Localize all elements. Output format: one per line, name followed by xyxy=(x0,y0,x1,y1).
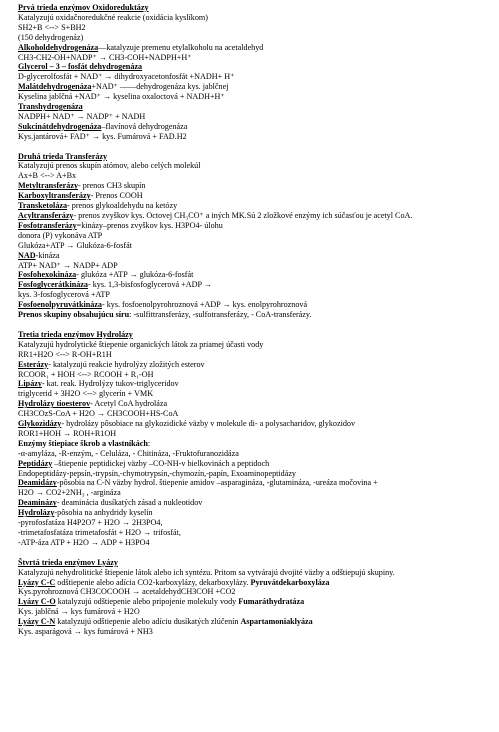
line-text: katalyzujú odštiepenie alebo pripojenie molekuly vody xyxy=(55,597,239,607)
enzyme-term: Prenos skupiny obsahujúcu síru xyxy=(18,310,130,320)
text-line: Kys. jablčná → kys fumárová + H2O xyxy=(18,607,140,617)
blank-line xyxy=(18,142,494,152)
blank-line xyxy=(18,548,494,558)
text-line: CH3-CH2-OH+NADP⁺ → CH3-COH+NADPH+H⁺ xyxy=(18,52,192,62)
enzyme-term: Peptidázy xyxy=(18,458,53,468)
text-line xyxy=(18,181,494,191)
enzyme-term: Karboxyltransferázy xyxy=(18,191,91,201)
text-line: Katalyzujú hydrolytické štiepenie organických látok za priamej účasti vody xyxy=(18,339,264,349)
enzyme-term: Lyázy C-N xyxy=(18,617,56,627)
enzyme-term: Fosfohexokináza xyxy=(18,270,77,280)
enzyme-term: Alkoholdehydrogenáza xyxy=(18,42,99,52)
text-line: Katalyzujú oxidačnoredukčné reakcie (oxidácia kyslíkom) xyxy=(18,12,208,22)
text-line xyxy=(18,221,494,231)
text-line xyxy=(18,399,494,409)
line-text: - Acetyl CoA hydroláza xyxy=(90,399,168,409)
line-text: –flavínová dehydrogenáza xyxy=(101,121,188,131)
enzyme-term: NAD xyxy=(18,250,36,260)
text-line xyxy=(18,360,494,370)
text-line: SH2+B <--> S+BH2 xyxy=(18,22,86,32)
text-line xyxy=(18,498,494,508)
enzyme-term: Glykozidázy xyxy=(18,419,62,429)
enzyme-term: Lyázy C-C xyxy=(18,577,56,587)
text-line: CH3COzS-CoA + H2O → CH3COOH+HS-CoA xyxy=(18,409,179,419)
text-line: Kys.jantárová+ FAD⁺ → kys. Fumárová + FAD.H2 xyxy=(18,131,187,141)
text-line: NADPH+ NAD⁺ → NADP⁺ + NADH xyxy=(18,111,146,121)
enzyme-term: Fosfoenolpyruvátkináza xyxy=(18,300,102,310)
line-text: - prenos zvyškov kys. Octovej CH₃CO⁺ a iných MK.Sú 2 zložkové enzýmy ich súčasťou je acetyl CoA. xyxy=(73,211,413,221)
line-text: –štiepenie peptidickej väzby –CO-NH-v bielkovinách a peptidoch xyxy=(52,458,270,468)
text-line: (150 dehydrogenáz) xyxy=(18,32,84,42)
enzyme-term: Malátdehydrogenáza xyxy=(18,82,92,92)
enzyme-term: Fosfotransferázy xyxy=(18,220,77,230)
line-text: - Prenos COOH xyxy=(90,191,143,201)
text-line: -trimetafosfatáza trimetafosfát + H2O → trifosfát, xyxy=(18,528,181,537)
line-text: -pôsobia na anhydridy kyselín xyxy=(54,508,153,518)
text-line xyxy=(18,280,494,290)
line-text: katalyzujú odštiepenie alebo adíciu dusíkatých zlúčenín xyxy=(55,617,241,627)
line-text: - katalyzujú reakcie hydrolýzy zložitých esterov xyxy=(48,359,205,369)
text-line xyxy=(18,191,494,201)
enzyme-term: Lyázy C-O xyxy=(18,597,56,607)
text-line: D-glycerolfosfát + NAD⁺ → dihydroxyacetonfosfát +NADH+ H⁺ xyxy=(18,72,235,82)
enzyme-term: Enzýmy štiepiace škrob a vlastníkách xyxy=(18,438,148,448)
line-text: - kys. 1,3-bisfosfoglycerová +ADP → xyxy=(87,280,212,290)
document-body xyxy=(18,3,494,637)
enzyme-term: Aspartamoniaklyáza xyxy=(240,617,313,627)
text-line xyxy=(18,478,494,488)
line-text: =kinázy–prenos zvyškov kys. H3PO4- úlohu xyxy=(76,220,223,230)
text-line xyxy=(18,578,494,588)
text-line: triglycerid + 3H2O <--> glycerín + VMK xyxy=(18,389,154,399)
enzyme-term: Hydrolázy xyxy=(18,508,55,518)
blank-line xyxy=(18,320,494,330)
line-text: - prenos glykoaldehydu na ketózy xyxy=(67,201,178,211)
text-line xyxy=(18,300,494,310)
text-line: donora (P) vykonáva ATP xyxy=(18,230,103,240)
enzyme-term: Transketoláza xyxy=(18,201,68,211)
line-text: - prenos CH3 skupín xyxy=(78,181,146,191)
enzyme-term: Lipázy xyxy=(18,379,42,389)
enzyme-term: Deamidázy xyxy=(18,478,57,488)
enzyme-term: Sukcinátdehydrogenáza xyxy=(18,121,102,131)
text-line xyxy=(18,439,494,449)
text-line: kys. 3-fosfoglycerová +ATP xyxy=(18,290,110,300)
text-line: -pyrofosfatáza H4P2O7 + H2O → 2H3PO4, xyxy=(18,518,163,528)
text-line: Katalyzujú nehydrolitické štiepenie látok alebo ich syntézu. Pritom sa vytvárajú dvojité väzby a odštiepujú skupiny. xyxy=(18,567,395,577)
line-text: - kat. reak. Hydrolýzy tukov-triglyceridov xyxy=(41,379,179,389)
text-line xyxy=(18,201,494,211)
section-heading: Štvrtá trieda enzýmov Lyázy xyxy=(18,557,118,567)
enzyme-term: Glycerol – 3 – fosfát dehydrogenáza xyxy=(18,62,143,72)
enzyme-term: Acyltransferázy xyxy=(18,211,74,221)
text-line: Kys. asparágová → kys fumárová + NH3 xyxy=(18,627,153,637)
text-line xyxy=(18,508,494,518)
text-line: ATP+ NAD⁺ → NADP+ ADP xyxy=(18,260,118,270)
line-text: —katalyzuje premenu etylalkoholu na acetaldehyd xyxy=(98,42,264,52)
text-line: Katalyzujú prenos skupín atómov, alebo celých molekúl xyxy=(18,161,201,171)
section-heading: Druhá trieda Transferázy xyxy=(18,151,108,161)
text-line xyxy=(18,617,494,627)
line-text: : xyxy=(147,438,151,448)
section-heading: Prvá trieda enzýmov Oxidoreduktázy xyxy=(18,3,149,12)
line-text: - kys. fosfoenolpyrohroznová +ADP → kys. enolpyrohroznová xyxy=(101,300,308,310)
text-line: RCOOR₁ + HOH <--> RCOOH + R₁-OH xyxy=(18,369,154,379)
text-line xyxy=(18,459,494,469)
line-text: -kináza xyxy=(35,250,60,260)
line-text: : -sulfittransferázy, -sulfotransferázy, - CoA-transferázy. xyxy=(129,310,312,320)
text-line xyxy=(18,270,494,280)
text-line: Endopeptidázy-pepsín,-trypsín,-chymotrypsín,-chymozín,-papín, Exoaminopeptidázy xyxy=(18,468,296,478)
text-line: Glukóza+ATP → Glukóza-6-fosfát xyxy=(18,240,132,250)
line-text: odštiepenie alebo adícia CO2-karboxylázy, dekarboxylázy. xyxy=(55,577,251,587)
line-text: - hydrolázy pôsobiace na glykozidické väzby v molekule di- a polysacharidov, glykozidov xyxy=(61,419,356,429)
enzyme-term: Esterázy xyxy=(18,359,49,369)
text-line xyxy=(18,419,494,429)
line-text: - deaminácia dusíkatých zásad a nukleotidov xyxy=(56,498,203,508)
text-line: ROR1+HOH → ROH+R1OH xyxy=(18,428,117,438)
text-line xyxy=(18,62,494,72)
line-text: -pôsobia na C-N väzby hydrol. štiepenie amidov –asparagináza, -glutamináza, -ureáza močovina + xyxy=(56,478,378,488)
text-line: -ATP-áza ATP + H2O → ADP + H3PO4 xyxy=(18,537,150,547)
text-line: H2O → CO2+2NH₃ , -argináza xyxy=(18,488,121,498)
text-line xyxy=(18,597,494,607)
line-text: - glukóza +ATP → glukóza-6-fosfát xyxy=(76,270,194,280)
enzyme-term: Metyltransferázy xyxy=(18,181,79,191)
text-line xyxy=(18,82,494,92)
enzyme-term: Hydrolázy tioesterov xyxy=(18,399,91,409)
text-line xyxy=(18,122,494,132)
text-line: Kys.pyrohroznová CH3COCOOH → acetaldehydCH3COH +CO2 xyxy=(18,587,236,597)
text-line: -α-amyláza, -R-enzým, - Celuláza, - Chitináza, -Fruktofuranozidáza xyxy=(18,448,239,458)
text-line xyxy=(18,211,494,221)
text-line: Kyselina jablčná +NAD⁺ → kyselina oxaloctová + NADH+H⁺ xyxy=(18,92,225,102)
text-line xyxy=(18,102,494,112)
enzyme-term: Deaminázy xyxy=(18,498,57,508)
text-line: Ax+B <--> A+Bx xyxy=(18,171,77,181)
text-line xyxy=(18,379,494,389)
enzyme-term: Fumaráthydratáza xyxy=(238,597,305,607)
text-line xyxy=(18,310,494,320)
line-text: +NAD⁺ ——dehydrogenáza kys. jablčnej xyxy=(91,82,229,92)
text-line: RR1+H2O <--> R-OH+R1H xyxy=(18,349,112,359)
enzyme-term: Fosfoglycerátkináza xyxy=(18,280,88,290)
enzyme-term: Transhydrogenáza xyxy=(18,102,83,112)
text-line xyxy=(18,43,494,53)
enzyme-term: Pyruvátdekarboxyláza xyxy=(250,577,330,587)
text-line xyxy=(18,251,494,261)
section-heading: Tretia trieda enzýmov Hydrolázy xyxy=(18,329,133,339)
